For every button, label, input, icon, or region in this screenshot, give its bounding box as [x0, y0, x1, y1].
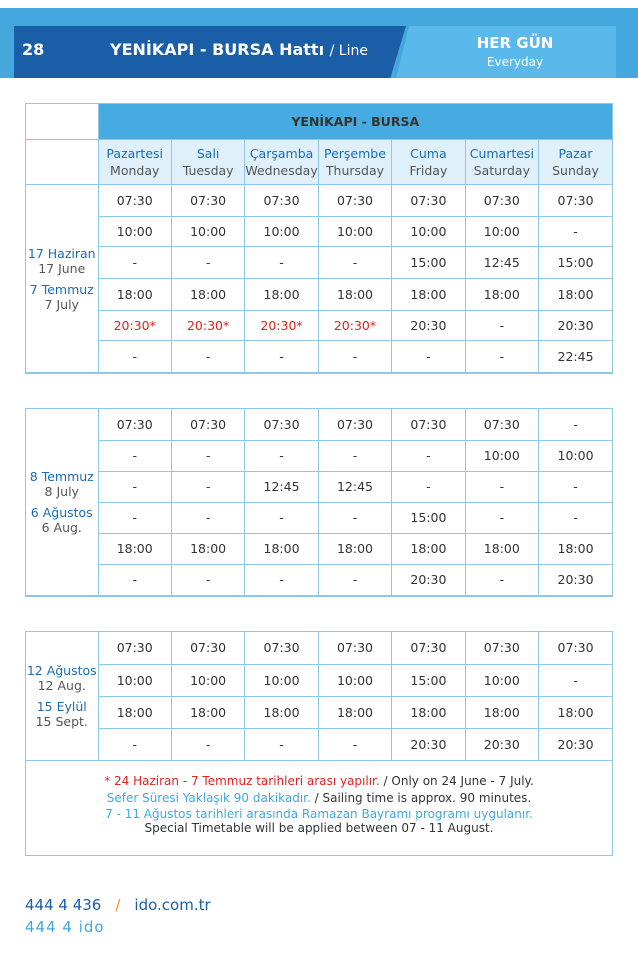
footer-website-link[interactable]: ido.com.tr — [134, 896, 211, 914]
time-cell: - — [245, 502, 318, 533]
time-cell: 07:30 — [171, 185, 244, 217]
time-cell: 18:00 — [465, 279, 538, 311]
time-cell: - — [98, 247, 171, 279]
time-cell: - — [98, 471, 171, 502]
time-cell: 12:45 — [465, 247, 538, 279]
time-cell: - — [392, 341, 465, 373]
time-cell: 15:00 — [392, 664, 465, 696]
time-cell: - — [318, 728, 391, 760]
table-row — [26, 247, 612, 279]
time-cell: - — [318, 247, 391, 279]
table-row — [26, 696, 612, 728]
date-en: 8 July — [44, 483, 79, 499]
time-cell: 15:00 — [392, 247, 465, 279]
time-cell: 20:30 — [539, 311, 612, 341]
timetable-block-2 — [25, 408, 613, 597]
day-header-sunday — [539, 140, 612, 185]
day-header-thursday — [318, 140, 391, 185]
time-cell: - — [245, 341, 318, 373]
day-name-en: Friday — [409, 163, 448, 178]
date-en: 7 July — [44, 296, 79, 312]
time-cell: - — [318, 502, 391, 533]
timetable-block-3-table — [26, 632, 612, 761]
note-line-3 — [26, 807, 612, 835]
table-row — [26, 279, 612, 311]
time-cell: - — [465, 311, 538, 341]
time-cell: 07:30 — [539, 632, 612, 664]
time-cell: 18:00 — [245, 279, 318, 311]
time-cell: 18:00 — [539, 696, 612, 728]
time-cell: - — [171, 440, 244, 471]
time-cell: - — [98, 564, 171, 595]
time-cell: 07:30 — [392, 185, 465, 217]
time-cell: - — [539, 664, 612, 696]
time-cell: 10:00 — [245, 217, 318, 247]
time-cell: - — [245, 728, 318, 760]
day-name-tr: Perşembe — [324, 146, 386, 161]
everyday-label-en: Everyday — [486, 55, 544, 69]
time-cell: - — [171, 502, 244, 533]
time-cell: 10:00 — [318, 664, 391, 696]
date-en: 12 Aug. — [37, 677, 86, 693]
time-cell: - — [318, 564, 391, 595]
time-cell: 12:45 — [245, 471, 318, 502]
time-cell: - — [171, 247, 244, 279]
time-cell: 10:00 — [465, 217, 538, 247]
table-row — [26, 533, 612, 564]
time-cell: 20:30* — [245, 311, 318, 341]
table-row — [26, 409, 612, 440]
day-name-en: Thursday — [325, 163, 385, 178]
page-number: 28 — [22, 40, 45, 59]
date-range — [26, 632, 98, 760]
page-header — [0, 0, 638, 78]
time-cell: 18:00 — [98, 279, 171, 311]
time-cell: 22:45 — [539, 341, 612, 373]
footer-contact — [25, 896, 211, 914]
time-cell: 18:00 — [465, 696, 538, 728]
time-cell: 07:30 — [98, 409, 171, 440]
time-cell: - — [98, 440, 171, 471]
time-cell: 07:30 — [465, 409, 538, 440]
time-cell: 07:30 — [171, 409, 244, 440]
note-line-2 — [26, 790, 612, 807]
time-cell: 07:30 — [171, 632, 244, 664]
date-en: 6 Aug. — [41, 519, 82, 535]
day-name-tr: Pazartesi — [106, 146, 163, 161]
time-cell: 07:30 — [98, 185, 171, 217]
time-cell: - — [539, 502, 612, 533]
time-cell: - — [539, 471, 612, 502]
time-cell: 12:45 — [318, 471, 391, 502]
table-row — [26, 564, 612, 595]
time-cell: - — [245, 247, 318, 279]
time-cell: 18:00 — [171, 696, 244, 728]
note-3-tr: 7 - 11 Ağustos tarihleri arasında Ramazan Bayramı programı uygulanır. — [105, 806, 533, 821]
table-row — [26, 185, 612, 217]
time-cell: 18:00 — [98, 696, 171, 728]
time-cell: - — [318, 341, 391, 373]
time-cell: - — [539, 409, 612, 440]
date-en: 17 June — [38, 260, 86, 276]
table-row — [26, 341, 612, 373]
route-suffix: / Line — [329, 43, 368, 59]
day-name-en: Wednesday — [245, 163, 318, 178]
table-row — [26, 728, 612, 760]
time-cell: 18:00 — [539, 279, 612, 311]
time-cell: 15:00 — [392, 502, 465, 533]
day-header-tuesday — [171, 140, 244, 185]
date-range — [26, 185, 98, 373]
date-tr: 17 Haziran — [27, 245, 96, 261]
time-cell: 15:00 — [539, 247, 612, 279]
table-row — [26, 440, 612, 471]
time-cell: 20:30* — [98, 311, 171, 341]
time-cell: 20:30 — [539, 564, 612, 595]
time-cell: 18:00 — [465, 533, 538, 564]
time-cell: 18:00 — [392, 279, 465, 311]
time-cell: 20:30 — [392, 564, 465, 595]
day-header-saturday — [465, 140, 538, 185]
time-cell: 07:30 — [245, 185, 318, 217]
day-name-en: Sunday — [552, 163, 599, 178]
day-name-en: Tuesday — [182, 163, 234, 178]
note-1-tr: * 24 Haziran - 7 Temmuz tarihleri arası yapılır. — [104, 773, 380, 788]
time-cell: 18:00 — [318, 279, 391, 311]
day-name-tr: Çarşamba — [249, 146, 314, 161]
time-cell: - — [98, 728, 171, 760]
route-name: YENİKAPI - BURSA Hattı — [110, 40, 325, 59]
note-2-en: / Sailing time is approx. 90 minutes. — [314, 790, 532, 805]
date-range — [26, 409, 98, 595]
timetable-block-3 — [25, 631, 613, 856]
time-cell: - — [392, 471, 465, 502]
footer-alt-phone[interactable]: 444 4 ido — [25, 918, 105, 936]
note-line-1 — [26, 773, 612, 790]
time-cell: 10:00 — [171, 217, 244, 247]
time-cell: - — [539, 217, 612, 247]
table-title: YENİKAPI - BURSA — [98, 104, 612, 140]
time-cell: - — [98, 341, 171, 373]
table-row — [26, 632, 612, 664]
time-cell: 07:30 — [465, 185, 538, 217]
time-cell: 20:30 — [539, 728, 612, 760]
time-cell: 10:00 — [245, 664, 318, 696]
note-1-en: / Only on 24 June - 7 July. — [383, 773, 534, 788]
time-cell: 07:30 — [318, 632, 391, 664]
time-cell: 07:30 — [98, 632, 171, 664]
date-tr: 12 Ağustos — [26, 662, 97, 678]
time-cell: 10:00 — [98, 217, 171, 247]
time-cell: - — [98, 502, 171, 533]
footer-separator: / — [115, 896, 121, 914]
time-cell: 10:00 — [465, 664, 538, 696]
day-header-wednesday — [245, 140, 318, 185]
time-cell: 18:00 — [171, 279, 244, 311]
time-cell: - — [171, 728, 244, 760]
time-cell: 10:00 — [465, 440, 538, 471]
everyday-label-tr: HER GÜN — [476, 34, 554, 52]
time-cell: 20:30 — [392, 728, 465, 760]
day-name-tr: Cumartesi — [469, 146, 534, 161]
time-cell: - — [171, 341, 244, 373]
time-cell: 07:30 — [318, 409, 391, 440]
day-name-tr: Cuma — [410, 146, 447, 161]
time-cell: 10:00 — [171, 664, 244, 696]
date-tr: 6 Ağustos — [30, 504, 93, 520]
table-row — [26, 664, 612, 696]
time-cell: - — [465, 471, 538, 502]
note-2-tr: Sefer Süresi Yaklaşık 90 dakikadır. — [106, 790, 311, 805]
route-title — [110, 40, 368, 59]
time-cell: - — [171, 564, 244, 595]
day-name-en: Saturday — [473, 163, 530, 178]
timetable-notes — [26, 761, 612, 835]
table-row — [26, 471, 612, 502]
time-cell: - — [465, 502, 538, 533]
time-cell: - — [245, 564, 318, 595]
time-cell: 07:30 — [318, 185, 391, 217]
time-cell: 20:30* — [171, 311, 244, 341]
time-cell: 10:00 — [318, 217, 391, 247]
day-name-tr: Salı — [196, 146, 220, 161]
time-cell: 10:00 — [98, 664, 171, 696]
day-header-friday — [392, 140, 465, 185]
time-cell: 18:00 — [392, 696, 465, 728]
time-cell: - — [465, 564, 538, 595]
day-name-en: Monday — [110, 163, 160, 178]
time-cell: 07:30 — [539, 185, 612, 217]
time-cell: - — [392, 440, 465, 471]
time-cell: 18:00 — [98, 533, 171, 564]
date-en: 15 Sept. — [35, 713, 88, 729]
day-header-monday — [98, 140, 171, 185]
date-tr: 7 Temmuz — [29, 281, 94, 297]
time-cell: - — [245, 440, 318, 471]
time-cell: - — [465, 341, 538, 373]
time-cell: 07:30 — [392, 409, 465, 440]
table-row — [26, 311, 612, 341]
note-3-en: Special Timetable will be applied between 07 - 11 August. — [144, 820, 494, 835]
time-cell: 10:00 — [539, 440, 612, 471]
table-row — [26, 502, 612, 533]
table-row — [26, 217, 612, 247]
time-cell: 18:00 — [245, 696, 318, 728]
time-cell: 20:30 — [465, 728, 538, 760]
timetable-block-2-table — [26, 409, 612, 596]
time-cell: 20:30 — [392, 311, 465, 341]
time-cell: 20:30* — [318, 311, 391, 341]
time-cell: 07:30 — [465, 632, 538, 664]
time-cell: 18:00 — [539, 533, 612, 564]
time-cell: 07:30 — [245, 409, 318, 440]
time-cell: 10:00 — [392, 217, 465, 247]
day-name-tr: Pazar — [558, 146, 593, 161]
time-cell: - — [171, 471, 244, 502]
time-cell: 07:30 — [392, 632, 465, 664]
time-cell: 18:00 — [171, 533, 244, 564]
timetable-block-1-table — [26, 104, 612, 373]
time-cell: - — [318, 440, 391, 471]
time-cell: 18:00 — [392, 533, 465, 564]
timetable-block-1 — [25, 103, 613, 374]
time-cell: 18:00 — [245, 533, 318, 564]
time-cell: 18:00 — [318, 533, 391, 564]
date-tr: 15 Eylül — [36, 698, 87, 714]
date-tr: 8 Temmuz — [29, 468, 94, 484]
time-cell: 07:30 — [245, 632, 318, 664]
footer-phone[interactable]: 444 4 436 — [25, 896, 102, 914]
time-cell: 18:00 — [318, 696, 391, 728]
